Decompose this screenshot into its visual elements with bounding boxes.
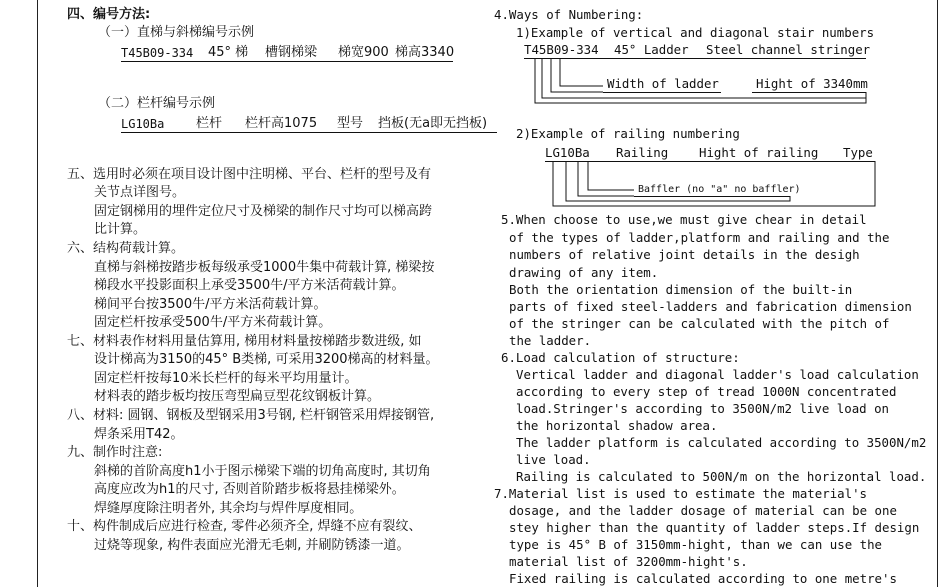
cn-s6-line5: 固定栏杆按承受500牛/平方米荷载计算。	[94, 315, 332, 330]
cn-s8-line1: 八、材料: 圆钢、钢板及型钢采用3号钢, 栏杆钢管采用焊接钢管,	[67, 408, 435, 423]
cn-s9-line4: 焊缝厚度除注明者外, 其余均与焊件厚度相同。	[94, 501, 363, 516]
en-s6-line5: the horizontal shadow area.	[516, 418, 718, 433]
en-s5-line8: the ladder.	[509, 333, 592, 348]
cn-ex2-height: 栏杆高1075	[245, 116, 318, 131]
en-ex2-type: Type	[843, 145, 873, 160]
en-s7-line6: Fixed railing is calculated according to one metre's	[509, 571, 897, 586]
en-ex1-code: T45B09-334	[524, 42, 599, 57]
cn-s6-line1: 六、结构荷载计算。	[67, 241, 185, 256]
cn-s5-line3: 固定钢梯用的埋件定位尺寸及梯梁的制作尺寸均可以梯高跨	[94, 204, 433, 219]
cn-ex1-stringer: 槽钢梯梁	[265, 45, 318, 60]
cn-ex2-baffler: 挡板(无a即无挡板)	[378, 116, 488, 131]
en-ex1-width: Width of ladder	[607, 76, 719, 91]
en-ex2-baffler: Baffler (no "a" no baffler)	[638, 184, 801, 195]
cn-s9-line1: 九、制作时注意:	[67, 445, 163, 460]
en-s6-line4: load.Stringer's according to 3500N/m2 live load on	[516, 401, 889, 416]
en-ex1-stringer: Steel channel stringer	[706, 42, 871, 57]
en-s6-line6: The ladder platform is calculated according to 3500N/m2	[516, 435, 927, 450]
en-s5-line5: Both the orientation dimension of the built-in	[509, 282, 853, 297]
en-s5-line4: drawing of any item.	[509, 265, 659, 280]
en-s5-line2: of the types of ladder,platform and railing and the	[509, 230, 890, 245]
cn-s6-line2: 直梯与斜梯按踏步板每级承受1000牛集中荷载计算, 梯梁按	[94, 260, 435, 275]
en-s7-line1: 7.Material list is used to estimate the material's	[494, 486, 867, 501]
en-s6-line8: Railing is calculated to 500N/m on the horizontal load.	[516, 469, 927, 484]
en-s6-line2: Vertical ladder and diagonal ladder's load calculation	[516, 367, 919, 382]
en-s6-line3: according to every step of tread 1000N concentrated	[516, 384, 897, 399]
en-s6-line7: live load.	[516, 452, 591, 467]
en-ex1-angle: 45° Ladder	[614, 42, 689, 57]
cn-s7-line4: 材料表的踏步板均按压弯型扁豆型花纹钢板计算。	[94, 389, 381, 404]
cn-ex1-height: 梯高3340	[395, 45, 455, 60]
cn-section4-title: 四、编号方法:	[67, 7, 151, 22]
cn-s6-line4: 梯间平台按3500牛/平方米活荷载计算。	[94, 297, 327, 312]
cn-s5-line2: 关节点详图号。	[94, 185, 186, 200]
en-ex1-height: Hight of 3340mm	[756, 76, 868, 91]
cn-s10-line1: 十、构件制成后应进行检查, 零件必须齐全, 焊缝不应有裂纹、	[67, 519, 422, 534]
cn-ex1-angle: 45° 梯	[208, 45, 249, 60]
cn-ex2-type: 型号	[337, 116, 364, 131]
cn-s6-line3: 梯段水平投影面积上承受3500牛/平方米活荷载计算。	[94, 278, 405, 293]
cn-s9-line2: 斜梯的首阶高度h1小于图示梯梁下端的切角高度时, 其切角	[94, 464, 431, 479]
cn-s5-line4: 比计算。	[94, 222, 147, 237]
cn-s10-line2: 过烧等现象, 构件表面应光滑无毛刺, 并刷防锈漆一道。	[94, 538, 410, 553]
cn-ex2-code: LG10Ba	[121, 117, 165, 131]
cn-ex1-width: 梯宽900	[338, 45, 389, 60]
en-s5-line7: of the stringer can be calculated with the pitch of	[509, 316, 890, 331]
cn-s7-line1: 七、材料表作材料用量估算用, 梯用材料量按梯踏步数进级, 如	[67, 334, 422, 349]
en-ex2-height: Hight of railing	[699, 145, 819, 160]
cn-s5-line1: 五、选用时必须在项目设计图中注明梯、平台、栏杆的型号及有	[67, 167, 432, 182]
cn-section4-subtitle-1: （一）直梯与斜梯编号示例	[98, 25, 255, 40]
en-s7-line4: type is 45° B of 3150mm-hight, than we can use the	[509, 537, 882, 552]
en-s7-line5: material list of 3200mm-hight's.	[509, 554, 748, 569]
en-s5-line6: parts of fixed steel-ladders and fabrication dimension	[509, 299, 912, 314]
cn-s9-line3: 高度应改为h1的尺寸, 否则首阶踏步板将悬挂梯梁外。	[94, 482, 405, 497]
cn-ex1-code: T45B09-334	[121, 46, 194, 60]
en-section4-title: 4.Ways of Numbering:	[494, 7, 644, 22]
en-s6-line1: 6.Load calculation of structure:	[501, 350, 740, 365]
en-section4-subtitle-1: 1)Example of vertical and diagonal stair numbers	[516, 25, 875, 40]
cn-ex2-railing: 栏杆	[196, 116, 223, 131]
en-s5-line3: numbers of relative joint details in the desigh	[509, 247, 860, 262]
en-ex2-code: LG10Ba	[545, 145, 590, 160]
en-s5-line1: 5.When choose to use,we must give chear in detail	[501, 212, 867, 227]
cn-section4-subtitle-2: （二）栏杆编号示例	[98, 96, 216, 111]
en-ex2-railing: Railing	[616, 145, 669, 160]
cn-s7-line3: 固定栏杆按每10米长栏杆的每米平均用量计。	[94, 371, 358, 386]
en-section4-subtitle-2: 2)Example of railing numbering	[516, 126, 740, 141]
en-s7-line2: dosage, and the ladder dosage of material can be one	[509, 503, 897, 518]
en-s7-line3: stey higher than the quantity of ladder steps.If design	[509, 520, 920, 535]
cn-s7-line2: 设计梯高为3150的45° B类梯, 可采用3200梯高的材料量。	[94, 352, 439, 367]
cn-s8-line2: 焊条采用T42。	[94, 427, 184, 442]
